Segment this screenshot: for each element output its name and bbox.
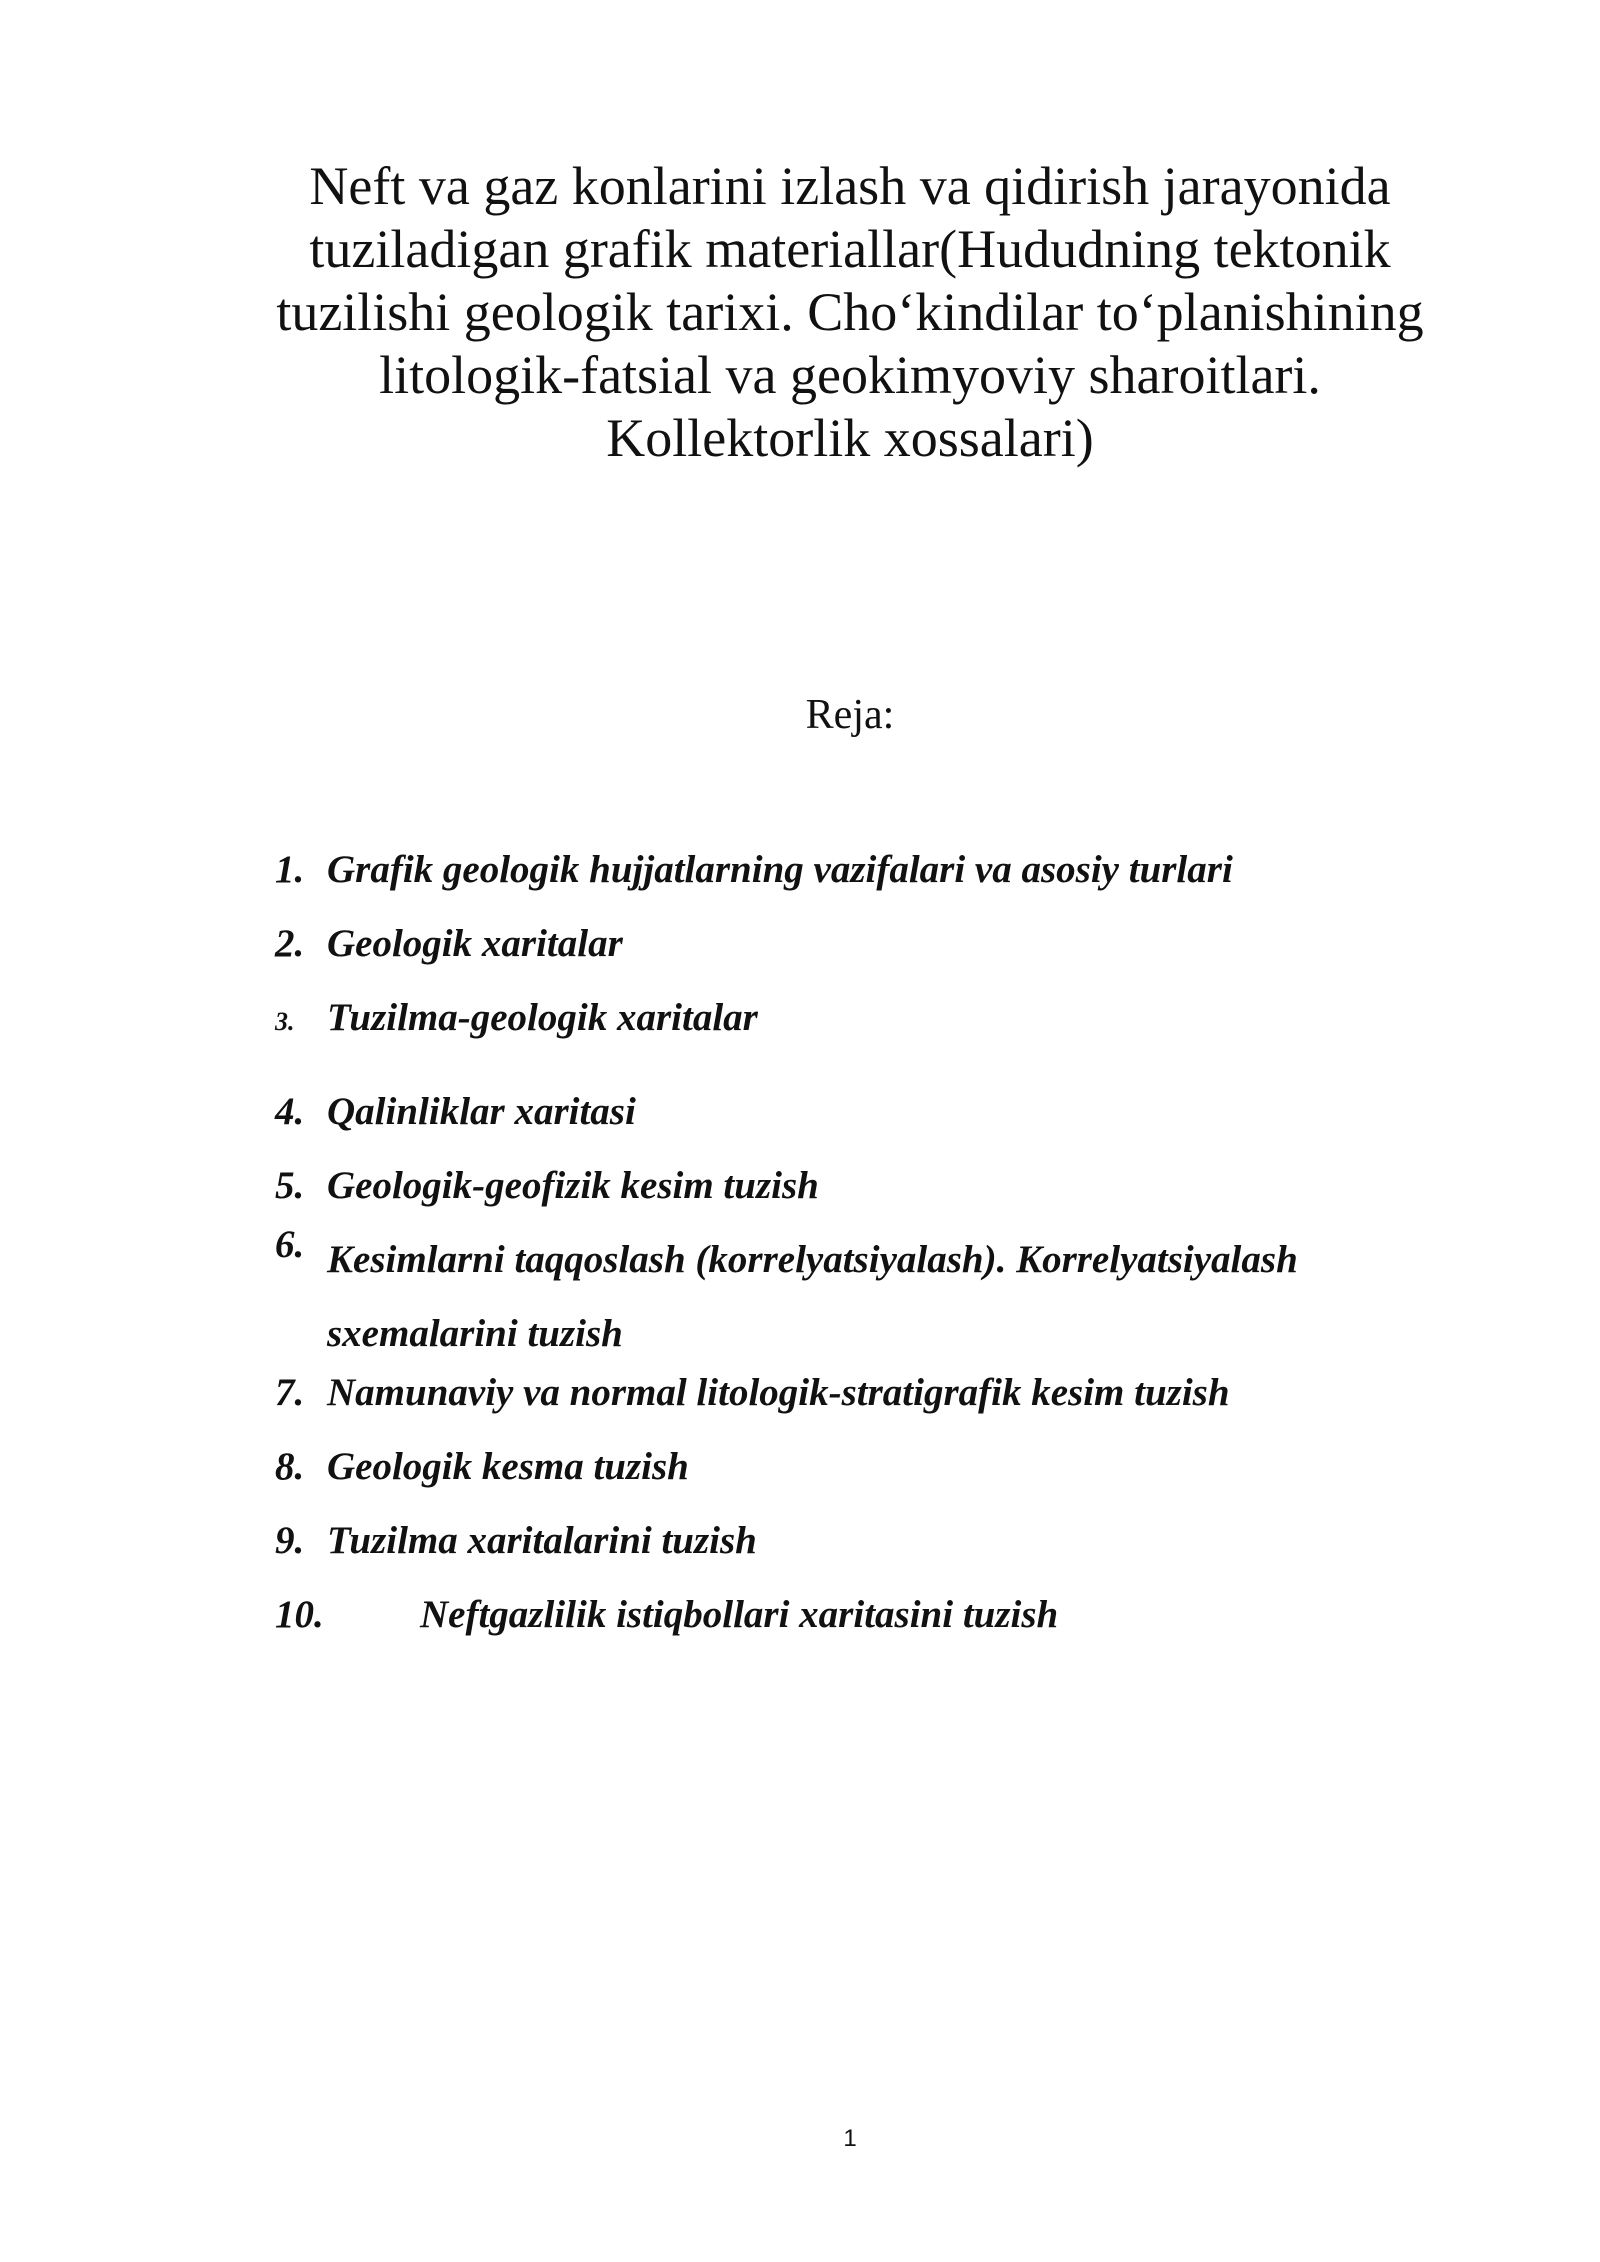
title-line: Neft va gaz konlarini izlash va qidirish jarayonida xyxy=(309,156,1391,216)
title-line: Kollektorlik xossalari) xyxy=(606,408,1094,468)
plan-item-number: 9. xyxy=(275,1519,305,1562)
plan-item-text: Tuzilma-geologik xaritalar xyxy=(327,996,758,1039)
plan-heading: Reja: xyxy=(805,692,895,738)
plan-item-text: Kesimlarni taqqoslash (korrelyatsiyalash). Korrelyatsiyalash sxemalarini tuzish xyxy=(327,1238,1298,1355)
plan-item xyxy=(275,1223,1475,1371)
plan-item-text: Namunaviy va normal litologik-stratigrafik kesim tuzish xyxy=(327,1371,1230,1414)
plan-item-text: Grafik geologik hujjatlarning vazifalari va asosiy turlari xyxy=(327,848,1233,891)
plan-item xyxy=(275,1090,1475,1164)
plan-item-text: Geologik kesma tuzish xyxy=(327,1445,689,1488)
plan-item-number: 10. xyxy=(275,1593,324,1636)
title-line: tuziladigan grafik materiallar(Hududning tektonik xyxy=(309,219,1391,279)
plan-item xyxy=(275,996,1475,1090)
title-line: litologik-fatsial va geokimyoviy sharoitlari. xyxy=(379,345,1321,405)
plan-item-text: Neftgazlilik istiqbollari xaritasini tuzish xyxy=(420,1593,1059,1636)
plan-item xyxy=(275,1519,1475,1593)
plan-list xyxy=(275,848,1475,1667)
page-number: 1 xyxy=(843,2125,857,2152)
plan-item-number: 7. xyxy=(275,1371,305,1414)
plan-item-number: 5. xyxy=(275,1164,305,1207)
plan-item-number: 2. xyxy=(275,922,305,965)
plan-item-number: 1. xyxy=(275,848,305,891)
plan-item xyxy=(275,922,1475,996)
plan-item-number: 3. xyxy=(275,1007,295,1036)
plan-item-number: 8. xyxy=(275,1445,305,1488)
plan-item-number: 6. xyxy=(275,1223,305,1266)
document-title xyxy=(200,155,1500,470)
plan-item xyxy=(275,848,1475,922)
plan-item xyxy=(275,1445,1475,1519)
title-line: tuzilishi geologik tarixi. Cho‘kindilar to‘planishining xyxy=(276,282,1424,342)
plan-item-text: Geologik xaritalar xyxy=(327,922,623,965)
plan-item-number: 4. xyxy=(275,1090,305,1133)
plan-item-text: Geologik-geofizik kesim tuzish xyxy=(327,1164,819,1207)
plan-item xyxy=(275,1371,1475,1445)
plan-item-text: Tuzilma xaritalarini tuzish xyxy=(327,1519,757,1562)
plan-item xyxy=(275,1593,1475,1667)
plan-item-text: Qalinliklar xaritasi xyxy=(327,1090,636,1133)
